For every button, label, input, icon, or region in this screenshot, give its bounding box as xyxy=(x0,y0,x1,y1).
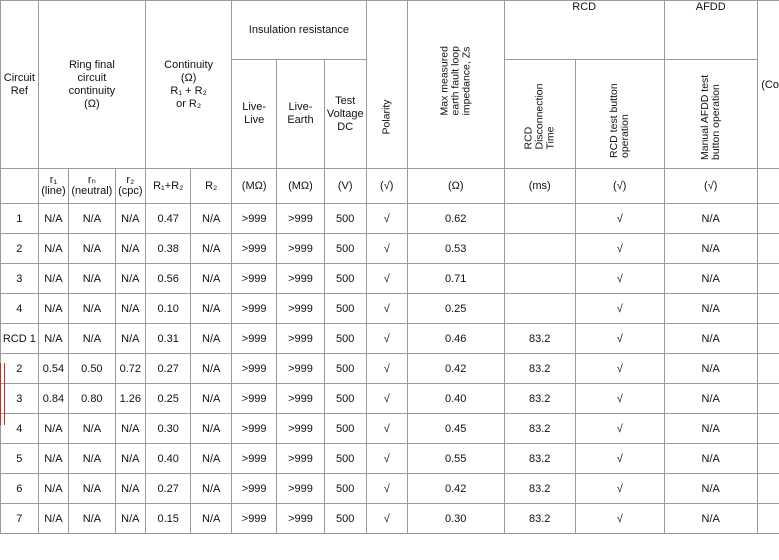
continuity-header: Continuity (Ω) R₁ + R₂ or R₂ xyxy=(146,1,232,169)
cell-R2: N/A xyxy=(191,354,232,384)
cell-zs: 0.45 xyxy=(407,414,504,444)
cell-rcdbtn: √ xyxy=(575,384,664,414)
ring-final-header: Ring final circuit continuity (Ω) xyxy=(38,1,145,169)
results-body xyxy=(1,204,779,534)
cell-r1r2: 0.27 xyxy=(146,354,191,384)
unit-mohm-le: (MΩ) xyxy=(277,169,325,204)
cell-r1r2: 0.30 xyxy=(146,414,191,444)
cell-afdd: N/A xyxy=(664,294,757,324)
cell-r2: 0.72 xyxy=(115,354,146,384)
cell-cut-off xyxy=(757,414,779,444)
cell-le: >999 xyxy=(277,264,325,294)
cell-rcdbtn: √ xyxy=(575,264,664,294)
unit-r1: r₁ (line) xyxy=(38,169,68,204)
cell-zs: 0.55 xyxy=(407,444,504,474)
table-row xyxy=(1,384,779,414)
cell-ms: 83.2 xyxy=(504,354,575,384)
cell-r1: N/A xyxy=(38,204,68,234)
cell-R2: N/A xyxy=(191,264,232,294)
cell-cut-off xyxy=(757,444,779,474)
table-row xyxy=(1,204,779,234)
cell-ref: 7 xyxy=(1,504,39,534)
cell-v: 500 xyxy=(324,234,366,264)
unit-cut-off xyxy=(757,169,779,204)
cell-r1r2: 0.27 xyxy=(146,474,191,504)
cell-ref: 6 xyxy=(1,474,39,504)
cell-cut-off xyxy=(757,324,779,354)
cell-ll: >999 xyxy=(232,204,277,234)
cell-r2: N/A xyxy=(115,204,146,234)
table-row xyxy=(1,234,779,264)
cell-pol: √ xyxy=(366,384,407,414)
cell-v: 500 xyxy=(324,204,366,234)
cell-zs: 0.30 xyxy=(407,504,504,534)
cell-ref: 4 xyxy=(1,414,39,444)
cell-pol: √ xyxy=(366,474,407,504)
cell-le: >999 xyxy=(277,234,325,264)
table-row xyxy=(1,324,779,354)
unit-mohm-ll: (MΩ) xyxy=(232,169,277,204)
cell-R2: N/A xyxy=(191,474,232,504)
cell-R2: N/A xyxy=(191,414,232,444)
cell-v: 500 xyxy=(324,384,366,414)
cell-ms: 83.2 xyxy=(504,384,575,414)
cell-afdd: N/A xyxy=(664,324,757,354)
cell-le: >999 xyxy=(277,324,325,354)
cell-v: 500 xyxy=(324,264,366,294)
cell-ref: 5 xyxy=(1,444,39,474)
cell-v: 500 xyxy=(324,354,366,384)
cell-ll: >999 xyxy=(232,234,277,264)
cell-pol: √ xyxy=(366,414,407,444)
cell-afdd: N/A xyxy=(664,384,757,414)
cell-r1: N/A xyxy=(38,474,68,504)
cell-ms: 83.2 xyxy=(504,324,575,354)
cell-pol: √ xyxy=(366,354,407,384)
cell-ms xyxy=(504,294,575,324)
cell-afdd: N/A xyxy=(664,444,757,474)
cell-v: 500 xyxy=(324,474,366,504)
cell-ll: >999 xyxy=(232,414,277,444)
cell-r2: N/A xyxy=(115,444,146,474)
cell-ref: 2 xyxy=(1,234,39,264)
cell-r2: N/A xyxy=(115,324,146,354)
table-row xyxy=(1,294,779,324)
cell-rcdbtn: √ xyxy=(575,294,664,324)
cell-R2: N/A xyxy=(191,234,232,264)
cell-v: 500 xyxy=(324,504,366,534)
cell-pol: √ xyxy=(366,234,407,264)
cell-ms xyxy=(504,234,575,264)
cell-r1r2: 0.47 xyxy=(146,204,191,234)
cell-r1: 0.54 xyxy=(38,354,68,384)
cell-ref: 4 xyxy=(1,294,39,324)
cell-rn: N/A xyxy=(69,234,115,264)
cell-v: 500 xyxy=(324,294,366,324)
unit-rn: rₙ (neutral) xyxy=(69,169,115,204)
cell-r2: N/A xyxy=(115,294,146,324)
afdd-header: AFDD xyxy=(664,1,757,60)
cell-ms: 83.2 xyxy=(504,504,575,534)
table-row xyxy=(1,474,779,504)
cell-ms: 83.2 xyxy=(504,414,575,444)
cell-afdd: N/A xyxy=(664,354,757,384)
cell-zs: 0.42 xyxy=(407,474,504,504)
table-row xyxy=(1,354,779,384)
cell-zs: 0.40 xyxy=(407,384,504,414)
cell-pol: √ xyxy=(366,264,407,294)
cell-ref: 3 xyxy=(1,264,39,294)
circuit-ref-header: Circuit Ref xyxy=(1,1,39,169)
cell-zs: 0.62 xyxy=(407,204,504,234)
unit-ms: (ms) xyxy=(504,169,575,204)
cell-rcdbtn: √ xyxy=(575,324,664,354)
cell-rn: 0.50 xyxy=(69,354,115,384)
cell-rn: N/A xyxy=(69,474,115,504)
afdd-button-header: Manual AFDD test button operation xyxy=(664,60,757,169)
cell-rn: N/A xyxy=(69,504,115,534)
cell-ms xyxy=(504,264,575,294)
rcd-header: RCD xyxy=(504,1,664,60)
cell-r2: N/A xyxy=(115,264,146,294)
cell-pol: √ xyxy=(366,294,407,324)
cell-zs: 0.46 xyxy=(407,324,504,354)
cell-r2: N/A xyxy=(115,234,146,264)
unit-r1r2: R₁+R₂ xyxy=(146,169,191,204)
unit-check-rcd: (√) xyxy=(575,169,664,204)
rcd-time-header: RCD Disconnection Time xyxy=(504,60,575,169)
cell-le: >999 xyxy=(277,294,325,324)
cell-ref: 1 xyxy=(1,204,39,234)
cell-r1r2: 0.56 xyxy=(146,264,191,294)
unit-R2: R₂ xyxy=(191,169,232,204)
cut-off-header: (Co xyxy=(757,1,779,169)
cell-r1r2: 0.31 xyxy=(146,324,191,354)
cell-rcdbtn: √ xyxy=(575,414,664,444)
cell-rcdbtn: √ xyxy=(575,204,664,234)
cell-ms xyxy=(504,204,575,234)
cell-r2: N/A xyxy=(115,474,146,504)
cell-v: 500 xyxy=(324,414,366,444)
cell-ll: >999 xyxy=(232,264,277,294)
cell-ll: >999 xyxy=(232,324,277,354)
cell-r2: N/A xyxy=(115,504,146,534)
cell-le: >999 xyxy=(277,204,325,234)
cell-rn: 0.80 xyxy=(69,384,115,414)
cell-rn: N/A xyxy=(69,444,115,474)
cell-r1: N/A xyxy=(38,504,68,534)
cell-le: >999 xyxy=(277,444,325,474)
cell-R2: N/A xyxy=(191,504,232,534)
cell-r1r2: 0.10 xyxy=(146,294,191,324)
cell-cut-off xyxy=(757,384,779,414)
insulation-header: Insulation resistance xyxy=(232,1,367,60)
live-live-header: Live-Live xyxy=(232,60,277,169)
cell-r1r2: 0.15 xyxy=(146,504,191,534)
cell-le: >999 xyxy=(277,504,325,534)
cell-R2: N/A xyxy=(191,294,232,324)
cell-ll: >999 xyxy=(232,504,277,534)
table-row xyxy=(1,264,779,294)
cell-rcdbtn: √ xyxy=(575,444,664,474)
table-row xyxy=(1,504,779,534)
cell-cut-off xyxy=(757,504,779,534)
unit-r2: r₂ (cpc) xyxy=(115,169,146,204)
cell-ref: 3 xyxy=(1,384,39,414)
unit-check-polarity: (√) xyxy=(366,169,407,204)
max-zs-header: Max measured earth fault loop impedance, Zs xyxy=(407,1,504,169)
cell-afdd: N/A xyxy=(664,414,757,444)
cell-ll: >999 xyxy=(232,384,277,414)
cell-r1r2: 0.38 xyxy=(146,234,191,264)
cell-r1r2: 0.25 xyxy=(146,384,191,414)
cell-r1r2: 0.40 xyxy=(146,444,191,474)
cell-le: >999 xyxy=(277,354,325,384)
cell-cut-off xyxy=(757,234,779,264)
cell-rn: N/A xyxy=(69,414,115,444)
table-row xyxy=(1,414,779,444)
cell-r1: N/A xyxy=(38,324,68,354)
cell-rcdbtn: √ xyxy=(575,504,664,534)
cell-zs: 0.42 xyxy=(407,354,504,384)
cell-rn: N/A xyxy=(69,264,115,294)
cell-zs: 0.71 xyxy=(407,264,504,294)
cell-cut-off xyxy=(757,294,779,324)
cell-zs: 0.53 xyxy=(407,234,504,264)
rcd-button-header: RCD test button operation xyxy=(575,60,664,169)
cell-afdd: N/A xyxy=(664,234,757,264)
cell-pol: √ xyxy=(366,444,407,474)
cell-le: >999 xyxy=(277,474,325,504)
cell-r1: N/A xyxy=(38,234,68,264)
cell-v: 500 xyxy=(324,444,366,474)
cell-cut-off xyxy=(757,354,779,384)
cell-le: >999 xyxy=(277,414,325,444)
cell-R2: N/A xyxy=(191,444,232,474)
margin-marker xyxy=(0,363,5,425)
cell-ms: 83.2 xyxy=(504,444,575,474)
cell-r1: N/A xyxy=(38,444,68,474)
cell-afdd: N/A xyxy=(664,504,757,534)
cell-rn: N/A xyxy=(69,324,115,354)
cell-cut-off xyxy=(757,264,779,294)
cell-rcdbtn: √ xyxy=(575,474,664,504)
cell-r1: N/A xyxy=(38,264,68,294)
test-voltage-header: Test Voltage DC xyxy=(324,60,366,169)
unit-check-afdd: (√) xyxy=(664,169,757,204)
cell-pol: √ xyxy=(366,504,407,534)
cell-zs: 0.25 xyxy=(407,294,504,324)
cell-ll: >999 xyxy=(232,474,277,504)
cell-r1: N/A xyxy=(38,294,68,324)
unit-ohm: (Ω) xyxy=(407,169,504,204)
cell-pol: √ xyxy=(366,324,407,354)
cell-ll: >999 xyxy=(232,294,277,324)
cell-ll: >999 xyxy=(232,444,277,474)
cell-r2: 1.26 xyxy=(115,384,146,414)
cell-ref: 2 xyxy=(1,354,39,384)
cell-v: 500 xyxy=(324,324,366,354)
cell-ll: >999 xyxy=(232,354,277,384)
table-row xyxy=(1,444,779,474)
cell-rn: N/A xyxy=(69,294,115,324)
cell-r2: N/A xyxy=(115,414,146,444)
cell-r1: N/A xyxy=(38,414,68,444)
cell-ref: RCD 1 xyxy=(1,324,39,354)
cell-le: >999 xyxy=(277,384,325,414)
cell-rn: N/A xyxy=(69,204,115,234)
cell-cut-off xyxy=(757,474,779,504)
cell-R2: N/A xyxy=(191,324,232,354)
cell-cut-off xyxy=(757,204,779,234)
cell-afdd: N/A xyxy=(664,264,757,294)
cell-R2: N/A xyxy=(191,384,232,414)
cell-rcdbtn: √ xyxy=(575,234,664,264)
cell-afdd: N/A xyxy=(664,474,757,504)
unit-blank xyxy=(1,169,39,204)
cell-rcdbtn: √ xyxy=(575,354,664,384)
unit-volt: (V) xyxy=(324,169,366,204)
live-earth-header: Live-Earth xyxy=(277,60,325,169)
cell-pol: √ xyxy=(366,204,407,234)
polarity-header: Polarity xyxy=(366,1,407,169)
cell-afdd: N/A xyxy=(664,204,757,234)
cell-R2: N/A xyxy=(191,204,232,234)
cell-r1: 0.84 xyxy=(38,384,68,414)
cell-ms: 83.2 xyxy=(504,474,575,504)
